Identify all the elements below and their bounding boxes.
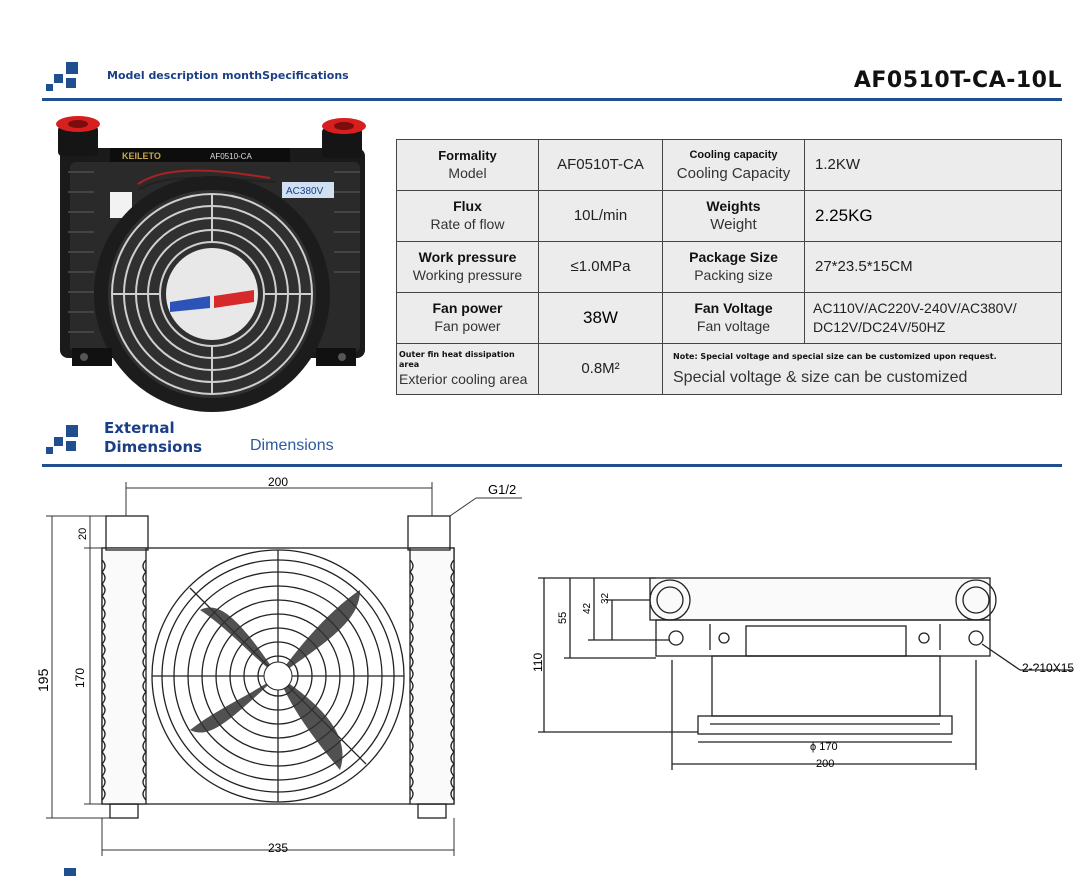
spec-value-package: 27*23.5*15CM bbox=[805, 242, 1062, 293]
spec-label-cooling-area: Outer fin heat dissipation area Exterior cooling area bbox=[397, 344, 539, 395]
dim-110: 110 bbox=[531, 652, 545, 672]
dim-height-core: 170 bbox=[73, 667, 87, 688]
header-divider bbox=[42, 98, 1062, 101]
dim-width-top: 200 bbox=[268, 475, 289, 489]
front-view-drawing bbox=[30, 470, 530, 870]
spec-label-fan-voltage: Fan Voltage Fan voltage bbox=[663, 293, 805, 344]
model-code-title: AF0510T-CA-10L bbox=[853, 68, 1062, 93]
model-label: AF0510-CA bbox=[210, 152, 252, 161]
dim-20: 20 bbox=[77, 527, 89, 540]
table-row bbox=[397, 242, 1062, 293]
table-row bbox=[397, 140, 1062, 191]
dim-42: 42 bbox=[582, 602, 593, 614]
spec-value-cooling: 1.2KW bbox=[805, 140, 1062, 191]
dimensions-title: External Dimensions bbox=[104, 419, 203, 456]
hole-spec-label: 2-?10X15 bbox=[1022, 661, 1075, 675]
spec-note: Note: Special voltage and special size can be customized upon request. Special voltage & size can be customized bbox=[663, 344, 1062, 395]
dim-side-width: 200 bbox=[816, 758, 835, 770]
spec-value-cooling-area: 0.8M² bbox=[539, 344, 663, 395]
spec-label-flux: Flux Rate of flow bbox=[397, 191, 539, 242]
brand-logo-mark-2 bbox=[46, 425, 80, 455]
table-row bbox=[397, 191, 1062, 242]
spec-label-fan-power: Fan power Fan power bbox=[397, 293, 539, 344]
dimensions-subtitle: Dimensions bbox=[250, 437, 334, 454]
spec-value-pressure: ≤1.0MPa bbox=[539, 242, 663, 293]
voltage-tag: AC380V bbox=[286, 186, 324, 197]
dim-diameter: ϕ 170 bbox=[810, 741, 838, 753]
spec-label-cooling: Cooling capacity Cooling Capacity bbox=[663, 140, 805, 191]
spec-label-weight: Weights Weight bbox=[663, 191, 805, 242]
footer-cropped-logo bbox=[64, 868, 76, 876]
dim-width-bottom: 235 bbox=[268, 841, 289, 855]
spec-value-flux: 10L/min bbox=[539, 191, 663, 242]
spec-value-fan-voltage: AC110V/AC220V-240V/AC380V/ DC12V/DC24V/50HZ bbox=[805, 293, 1062, 344]
port-size-label: G1/2 bbox=[488, 482, 517, 497]
brand-logo-mark bbox=[46, 62, 80, 92]
product-photo bbox=[50, 112, 375, 412]
side-view-drawing bbox=[520, 560, 1080, 780]
spec-value-weight: 2.25KG bbox=[805, 191, 1062, 242]
spec-value-model: AF0510T-CA bbox=[539, 140, 663, 191]
dimensions-divider bbox=[42, 464, 1062, 467]
dim-height-total: 195 bbox=[35, 668, 51, 692]
spec-label-package: Package Size Packing size bbox=[663, 242, 805, 293]
table-row bbox=[397, 344, 1062, 395]
spec-label-pressure: Work pressure Working pressure bbox=[397, 242, 539, 293]
spec-table bbox=[396, 139, 1062, 395]
table-row bbox=[397, 293, 1062, 344]
section-title-specifications: Model description monthSpecifications bbox=[107, 69, 349, 82]
brand-label: KEILETO bbox=[122, 151, 161, 161]
spec-value-fan-power: 38W bbox=[539, 293, 663, 344]
dim-55: 55 bbox=[557, 611, 569, 624]
dim-32: 32 bbox=[600, 592, 611, 604]
spec-label-model: Formality Model bbox=[397, 140, 539, 191]
